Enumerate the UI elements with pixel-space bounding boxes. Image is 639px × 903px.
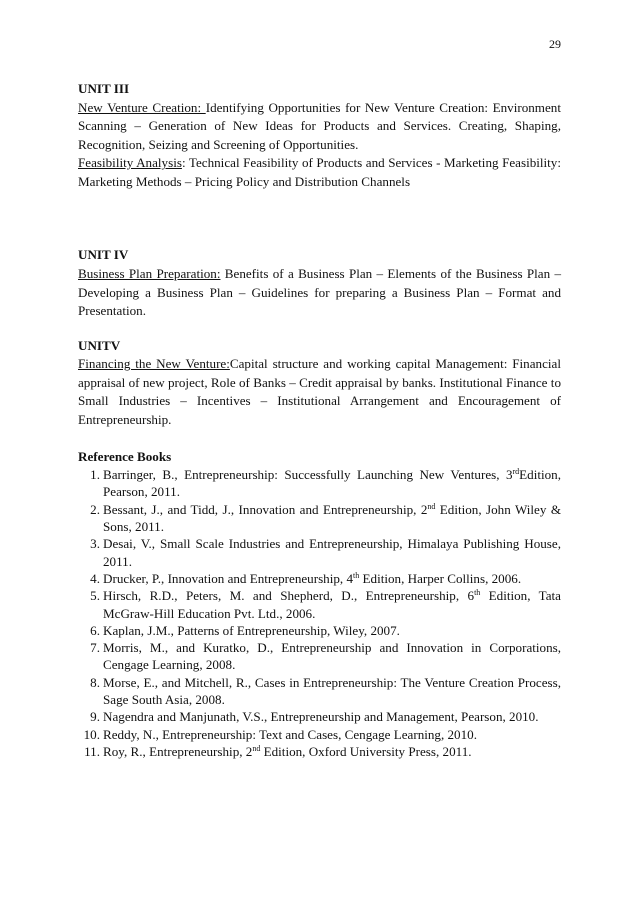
- unit-3-topic-2-title: Feasibility Analysis: [78, 155, 182, 171]
- unit-3-heading: UNIT III: [78, 81, 130, 96]
- reference-text-cont: Edition, Harper Collins, 2006.: [359, 570, 522, 586]
- unit-3-topic-2-text: : Technical Feasibility of Products and Services - Marketing Feasibility: Marketing Methods – Pricing Policy and Distribution Channels: [78, 155, 561, 189]
- unit-3-topic-2: [78, 154, 561, 191]
- reference-list: [78, 466, 561, 760]
- reference-number: 7.: [90, 640, 100, 656]
- reference-number: 5.: [90, 588, 100, 604]
- reference-superscript: rd: [512, 467, 520, 477]
- reference-number: 2.: [90, 501, 100, 517]
- page-number: 29: [549, 37, 561, 51]
- reference-item: [78, 587, 561, 622]
- reference-text: Desai, V., Small Scale Industries and Entrepreneurship, Himalaya Publishing House, 2011.: [103, 536, 561, 569]
- reference-books-section: [78, 448, 561, 761]
- reference-superscript: nd: [252, 743, 261, 753]
- reference-number: 8.: [90, 674, 100, 690]
- unit-3-topic-1: [78, 99, 561, 155]
- unit-4-topic: [78, 265, 561, 321]
- unit-4-topic-text: Benefits of a Business Plan – Elements of the Business Plan – Developing a Business Plan – Guidelines for preparing a Business Plan – Format and Presentation.: [78, 265, 561, 319]
- reference-text-cont: Edition, Pearson, 2011.: [103, 467, 561, 500]
- unit-5-heading: UNITV: [78, 337, 121, 353]
- reference-item: [78, 535, 561, 570]
- reference-number: 3.: [90, 536, 100, 552]
- reference-item: [78, 743, 561, 760]
- reference-item: [78, 622, 561, 639]
- reference-text: Reddy, N., Entrepreneurship: Text and Cases, Cengage Learning, 2010.: [103, 726, 477, 742]
- reference-item: [78, 570, 561, 587]
- unit-4-heading: UNIT IV: [78, 247, 129, 263]
- reference-superscript: nd: [427, 501, 436, 511]
- unit-3-section: [78, 80, 561, 191]
- unit-5-section: [78, 337, 561, 430]
- unit-3-topic-1-text: Identifying Opportunities for New Venture Creation: Environment Scanning – Generation of New Ideas for Products and Services. Creating, Shaping, Recognition, Seizing and Screening of Opportunities.: [78, 99, 561, 152]
- reference-item: [78, 501, 561, 536]
- unit-4-section: [78, 246, 561, 320]
- reference-text: Morse, E., and Mitchell, R., Cases in Entrepreneurship: The Venture Creation Process, Sage South Asia, 2008.: [103, 674, 561, 707]
- reference-text: Kaplan, J.M., Patterns of Entrepreneurship, Wiley, 2007.: [103, 622, 400, 638]
- reference-number: 11.: [84, 743, 100, 759]
- reference-item: [78, 708, 561, 725]
- reference-number: 1.: [90, 467, 100, 483]
- reference-number: 4.: [90, 570, 100, 586]
- reference-text: Drucker, P., Innovation and Entrepreneurship, 4: [103, 570, 354, 586]
- reference-text-cont: Edition, Tata McGraw-Hill Education Pvt. Ltd., 2006.: [103, 588, 561, 621]
- reference-text: Bessant, J., and Tidd, J., Innovation and Entrepreneurship, 2: [103, 501, 428, 517]
- reference-text: Barringer, B., Entrepreneurship: Successfully Launching New Ventures, 3: [103, 467, 513, 483]
- reference-superscript: th: [474, 588, 481, 598]
- reference-text-cont: Edition, John Wiley & Sons, 2011.: [103, 501, 561, 535]
- reference-text: Roy, R., Entrepreneurship, 2: [103, 743, 253, 759]
- unit-5-topic: [78, 355, 561, 429]
- reference-item: [78, 726, 561, 743]
- reference-item: [78, 674, 561, 709]
- reference-text: Nagendra and Manjunath, V.S., Entrepreneurship and Management, Pearson, 2010.: [103, 709, 539, 725]
- unit-5-topic-text: Capital structure and working capital Management: Financial appraisal of new project, Role of Banks – Credit appraisal by banks. Institutional Finance to Small Industries – Incentives – Institutional Arrangement and Encouragement of Entrepreneurship.: [78, 356, 561, 428]
- reference-text: Morris, M., and Kuratko, D., Entrepreneurship and Innovation in Corporations, Cengage Learning, 2008.: [103, 640, 561, 673]
- reference-books-heading: Reference Books: [78, 448, 172, 464]
- unit-5-topic-title: Financing the New Venture:: [78, 356, 230, 372]
- reference-text-cont: Edition, Oxford University Press, 2011.: [260, 743, 472, 759]
- reference-number: 10.: [83, 726, 100, 742]
- document-body: [78, 80, 561, 760]
- reference-text: Hirsch, R.D., Peters, M. and Shepherd, D., Entrepreneurship, 6: [103, 588, 475, 604]
- reference-number: 6.: [90, 622, 100, 638]
- unit-3-topic-1-title: New Venture Creation:: [78, 99, 206, 115]
- unit-4-topic-title: Business Plan Preparation:: [78, 265, 221, 281]
- reference-superscript: th: [353, 570, 360, 580]
- reference-number: 9.: [90, 709, 100, 725]
- reference-item: [78, 466, 561, 501]
- reference-item: [78, 639, 561, 674]
